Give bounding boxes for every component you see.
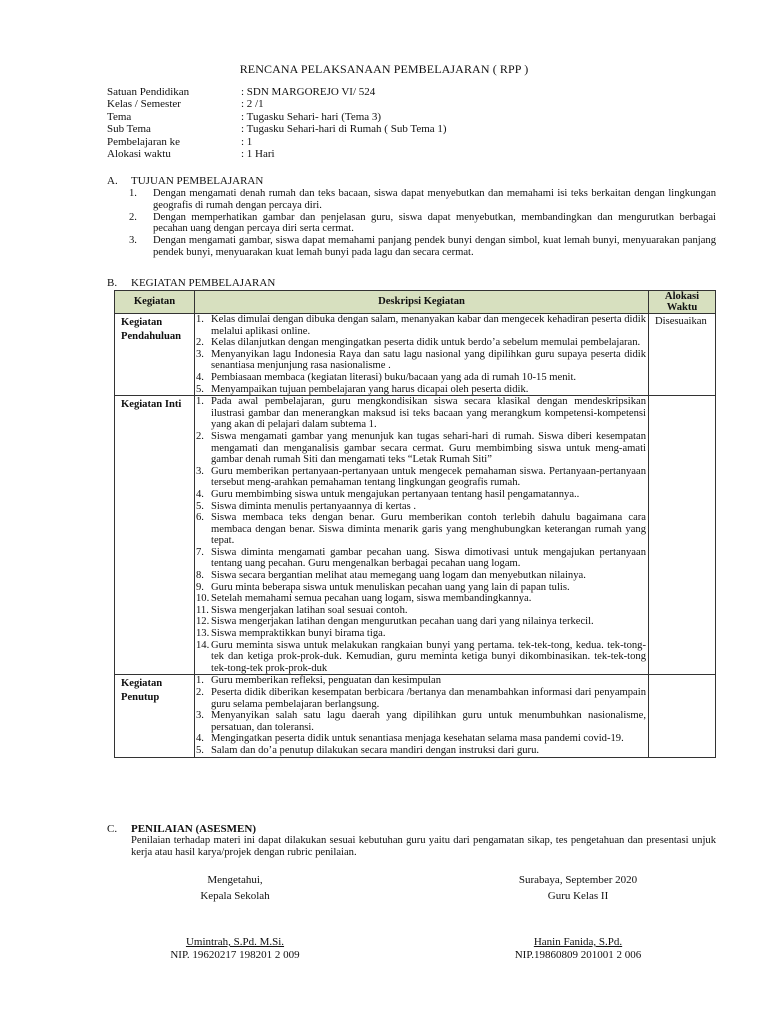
- list-number: 3.: [196, 710, 204, 722]
- list-text: Siswa diminta menulis pertanyaannya di kertas .: [211, 500, 417, 512]
- identity-value: : 1: [241, 135, 253, 148]
- list-number: 6.: [196, 512, 204, 524]
- identity-value: : Tugasku Sehari-hari di Rumah ( Sub Tema 1): [241, 123, 447, 136]
- objectives-list: [107, 188, 716, 259]
- list-item: [195, 593, 648, 605]
- section-b-heading: [107, 277, 275, 289]
- identity-value: : SDN MARGOREJO VI/ 524: [241, 86, 376, 98]
- identity-row: [107, 123, 447, 135]
- list-item: [195, 570, 648, 582]
- kegiatan-cell: Kegiatan Inti: [115, 396, 195, 675]
- identity-label: Pembelajaran ke: [107, 135, 180, 148]
- list-item: [195, 489, 648, 501]
- identity-row: [107, 148, 447, 160]
- list-text: Dengan memperhatikan gambar dan penjelasan guru, siswa dapat menyebutkan, membandingkan dan mengurutkan berbagai pecahan uang dengan percaya diri serta cermat.: [153, 211, 716, 235]
- signature-nip: NIP.19860809 201001 2 006: [514, 949, 642, 961]
- list-item: [195, 314, 648, 337]
- signature-line1: Mengetahui,: [207, 874, 263, 886]
- alokasi-cell: [649, 675, 716, 757]
- list-item: [195, 616, 648, 628]
- table-row: [115, 675, 716, 757]
- list-item: [195, 512, 648, 547]
- identity-label: Kelas / Semester: [107, 98, 181, 111]
- list-item: [195, 582, 648, 594]
- list-item: [195, 745, 648, 757]
- list-text: Dengan mengamati denah rumah dan teks bacaan, siswa dapat menyebutkan dan memahami isi teks berkaitan dengan lingkungan geografis di rumah dengan percaya diri.: [153, 188, 716, 211]
- section-heading: PENILAIAN (ASESMEN): [131, 823, 256, 835]
- deskripsi-cell: [195, 314, 649, 396]
- section-c: [107, 823, 256, 835]
- section-heading: TUJUAN PEMBELAJARAN: [131, 175, 264, 187]
- list-number: 1.: [129, 188, 137, 199]
- list-item: [195, 733, 648, 745]
- list-item: [195, 628, 648, 640]
- list-text: Menyanyikan salah satu lagu daerah yang dipilihkan guru untuk menumbuhkan nasionalisme, persatuan, dan toleransi.: [211, 710, 646, 733]
- header-kegiatan: Kegiatan: [115, 291, 195, 314]
- list-text: Salam dan do’a penutup dilakukan secara mandiri dengan instruksi dari guru.: [211, 744, 540, 756]
- list-text: Siswa membaca teks dengan benar. Guru memberikan contoh terlebih dahulu bagaimana cara membaca dengan benar. Siswa diminta menarik garis yang menghubungkan keterangan rumah yang tepat.: [211, 512, 646, 547]
- deskripsi-cell: [195, 675, 649, 757]
- list-item: [195, 372, 648, 384]
- list-number: 5.: [196, 744, 204, 756]
- identity-row: [107, 111, 447, 123]
- list-item: [195, 384, 648, 396]
- list-number: 2.: [196, 687, 204, 698]
- list-item: [107, 235, 716, 259]
- list-number: 4.: [196, 371, 204, 383]
- list-text: Mengingatkan peserta didik untuk senantiasa menjaga kesehatan selama masa pandemi covid-19.: [211, 733, 624, 745]
- signature-nip: NIP. 19620217 198201 2 009: [170, 949, 300, 961]
- identity-value: : Tugasku Sehari- hari (Tema 3): [241, 110, 382, 123]
- identity-label: Alokasi waktu: [107, 147, 171, 160]
- table-row: [115, 396, 716, 675]
- alokasi-cell: Disesuaikan: [649, 314, 716, 396]
- list-text: Siswa diminta mengamati gambar pecahan uang. Siswa dimotivasi untuk mengajukan pertanyaan tentang uang pecahan. Guru mengenalkan berbagai pecahan uang logam.: [211, 546, 646, 570]
- deskripsi-cell: [195, 396, 649, 675]
- alokasi-cell: [649, 396, 716, 675]
- identity-block: [107, 86, 447, 160]
- list-text: Peserta didik diberikan kesempatan berbicara /bertanya dan menambahkan informasi dari penyampain guru selama pembelajaran berlangsung.: [211, 687, 646, 710]
- list-item: [195, 547, 648, 570]
- table-header-row: [115, 291, 716, 314]
- list-text: Setelah memahami semua pecahan uang logam, siswa membandingkannya.: [211, 593, 532, 605]
- list-text: Dengan mengamati gambar, siswa dapat memahami panjang pendek bunyi dengan simbol, kuat lemah bunyi, menyuarakan panjang pendek bunyi, menyuarakan kuat lemah bunyi pada lagu dan secara cermat.: [153, 235, 716, 258]
- identity-label: Satuan Pendidikan: [107, 86, 190, 98]
- signature-line2: Guru Kelas II: [547, 890, 609, 902]
- list-text: Guru minta beberapa siswa untuk menuliskan pecahan uang yang lain di papan tulis.: [211, 581, 570, 593]
- header-alokasi: Alokasi Waktu: [649, 291, 716, 314]
- list-item: [107, 188, 716, 212]
- list-text: Siswa mengerjakan latihan dengan mengurutkan pecahan uang dari yang nilainya terkecil.: [211, 616, 594, 628]
- list-text: Guru membimbing siswa untuk mengajukan pertanyaan tentang hasil pengamatannya..: [211, 488, 580, 500]
- table-row: [115, 314, 716, 396]
- list-item: [195, 396, 648, 431]
- identity-label: Sub Tema: [107, 123, 151, 136]
- list-number: 14.: [196, 639, 210, 651]
- signature-left: [150, 872, 320, 963]
- identity-label: Tema: [107, 110, 132, 123]
- signature-name: Hanin Fanida, S.Pd.: [533, 936, 623, 948]
- list-number: 11.: [196, 604, 209, 616]
- list-number: 1.: [196, 314, 204, 325]
- identity-value: : 1 Hari: [241, 147, 275, 160]
- section-letter: B.: [107, 277, 118, 289]
- list-number: 5.: [196, 383, 204, 395]
- list-number: 9.: [196, 581, 204, 593]
- section-letter: C.: [107, 823, 118, 835]
- list-item: [195, 675, 648, 687]
- list-item: [195, 605, 648, 617]
- list-text: Pada awal pembelajaran, guru mengkondisikan siswa secara klasikal dengan mendeskripsikan ilustrasi gambar dan menerangkan maksud isi teks bacaan yang merangkum kompetensi-kompetensi yang akan di pelajari dalam subtema 1.: [211, 396, 646, 431]
- signature-line1: Surabaya, September 2020: [518, 874, 638, 886]
- header-deskripsi: Deskripsi Kegiatan: [195, 291, 649, 314]
- signature-line2: Kepala Sekolah: [200, 890, 270, 902]
- list-number: 13.: [196, 628, 210, 640]
- list-number: 7.: [196, 546, 204, 558]
- list-text: Pembiasaan membaca (kegiatan literasi) buku/bacaan yang ada di rumah 10-15 menit.: [211, 371, 577, 383]
- identity-row: [107, 98, 447, 110]
- list-text: Siswa secara bergantian melihat atau memegang uang logam dan menyebutkan nilainya.: [211, 570, 586, 582]
- list-number: 3.: [196, 465, 204, 477]
- list-number: 3.: [196, 348, 204, 360]
- kegiatan-cell: Kegiatan Pendahuluan: [115, 314, 195, 396]
- kegiatan-cell: Kegiatan Penutup: [115, 675, 195, 757]
- list-item: [195, 349, 648, 372]
- identity-row: [107, 86, 447, 98]
- list-number: 1.: [196, 675, 204, 687]
- signature-space: [488, 904, 668, 934]
- list-item: [195, 640, 648, 675]
- list-text: Guru meminta siswa untuk melakukan rangkaian bunyi yang pertama. tek-tek-tong, kedua. tek-tong-tek dan ketiga prok-prok-duk. Kemudian, guru meminta ketiga bunyi dikombinasikan. tek-tek-tong tek-tong-tek prok-prok-duk: [211, 639, 646, 674]
- list-item: [195, 337, 648, 349]
- list-number: 2.: [196, 337, 204, 349]
- list-number: 4.: [196, 488, 204, 500]
- list-item: [195, 431, 648, 466]
- signature-name: Umintrah, S.Pd. M.Si.: [185, 936, 285, 948]
- list-text: Siswa mempraktikkan bunyi birama tiga.: [211, 628, 386, 640]
- list-number: 12.: [196, 616, 210, 628]
- list-number: 10.: [196, 593, 210, 605]
- document-title: RENCANA PELAKSANAAN PEMBELAJARAN ( RPP ): [239, 62, 529, 76]
- assessment-text: Penilaian terhadap materi ini dapat dilakukan sesuai kebutuhan guru yaitu dari pengamatan sikap, tes pengetahuan dan presentasi unjuk kerja atau hasil karya/projek dengan rubric penilaian.: [131, 835, 716, 858]
- section-a-heading: [107, 175, 263, 187]
- list-text: Kelas dimulai dengan dibuka dengan salam, menanyakan kabar dan mengecek kehadiran peserta didik melalui aplikasi online.: [211, 314, 646, 337]
- list-number: 1.: [196, 396, 204, 408]
- list-text: Menyanyikan lagu Indonesia Raya dan satu lagu nasional yang dipilihkan guru supaya peserta didik senantiasa menjunjung rasa nasionalisme .: [211, 348, 646, 372]
- list-item: [107, 212, 716, 236]
- list-number: 3.: [129, 235, 137, 247]
- section-letter: A.: [107, 175, 118, 187]
- list-text: Kelas dilanjutkan dengan mengingatkan peserta didik untuk berdo’a sebelum memulai pembelajaran.: [211, 337, 641, 349]
- list-number: 2.: [129, 211, 137, 223]
- list-item: [195, 501, 648, 513]
- list-item: [195, 466, 648, 489]
- list-text: Guru memberikan pertanyaan-pertanyaan untuk mengecek pemahaman siswa. Pertanyaan-pertanyaan tersebut meng-arahkan pemahaman tentang lingkungan geografis rumah.: [211, 465, 646, 489]
- section-heading: KEGIATAN PEMBELAJARAN: [131, 277, 276, 289]
- identity-row: [107, 136, 447, 148]
- list-text: Siswa mengamati gambar yang menunjuk kan tugas sehari-hari di rumah. Siswa diberi kesempatan mengamati dan menganalisis gambar secara cermat. Guru membimbing siswa untuk meng-amati gambar denah rumah Siti dan mengamati teks “Letak Rumah Siti”: [211, 430, 646, 466]
- list-number: 5.: [196, 500, 204, 512]
- identity-value: : 2 /1: [241, 98, 264, 111]
- list-number: 8.: [196, 570, 204, 582]
- signature-right: [488, 872, 668, 963]
- list-text: Siswa mengerjakan latihan soal sesuai contoh.: [211, 604, 408, 616]
- list-text: Menyampaikan tujuan pembelajaran yang harus dicapai oleh peserta didik.: [211, 383, 529, 395]
- activities-table: [114, 290, 716, 758]
- list-number: 4.: [196, 733, 204, 745]
- list-number: 2.: [196, 430, 204, 442]
- signature-space: [150, 904, 320, 934]
- list-text: Guru memberikan refleksi, penguatan dan kesimpulan: [211, 675, 442, 687]
- list-item: [195, 687, 648, 710]
- list-item: [195, 710, 648, 733]
